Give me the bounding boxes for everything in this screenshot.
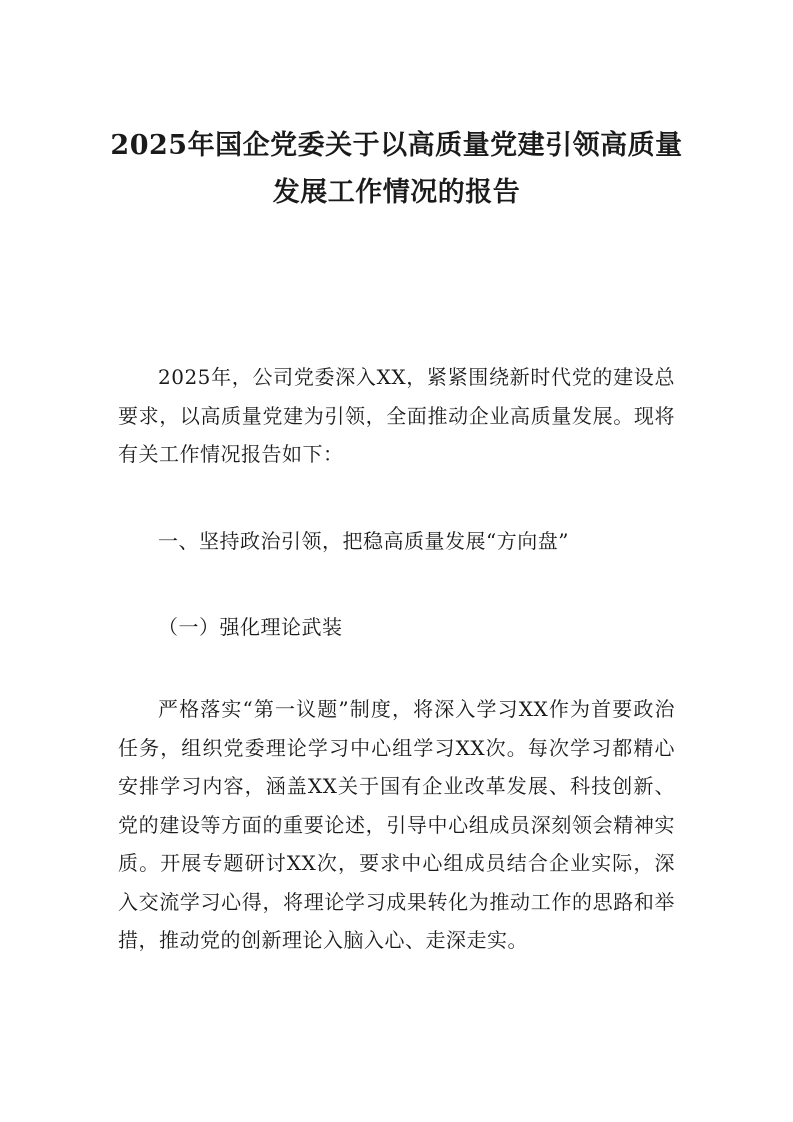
document-title: 2025年国企党委关于以高质量党建引领高质量发展工作情况的报告 xyxy=(110,130,683,208)
subsection-heading: （一）强化理论武装 xyxy=(158,615,343,639)
intro-paragraph: 2025年，公司党委深入XX，紧紧围绕新时代党的建设总要求，以高质量党建为引领，全面推动企业高质量发展。现将有关工作情况报告如下： xyxy=(118,365,675,466)
body-paragraph: 严格落实“第一议题”制度，将深入学习XX作为首要政治任务，组织党委理论学习中心组学习XX次。每次学习都精心安排学习内容，涵盖XX关于国有企业改革发展、科技创新、党的建设等方面的重要论述，引导中心组成员深刻领会精神实质。开展专题研讨XX次，要求中心组成员结合企业实际，深入交流学习心得，将理论学习成果转化为推动工作的思路和举措，推动党的创新理论入脑入心、走深走实。 xyxy=(118,697,675,952)
section-heading: 一、坚持政治引领，把稳高质量发展“方向盘” xyxy=(158,529,569,553)
